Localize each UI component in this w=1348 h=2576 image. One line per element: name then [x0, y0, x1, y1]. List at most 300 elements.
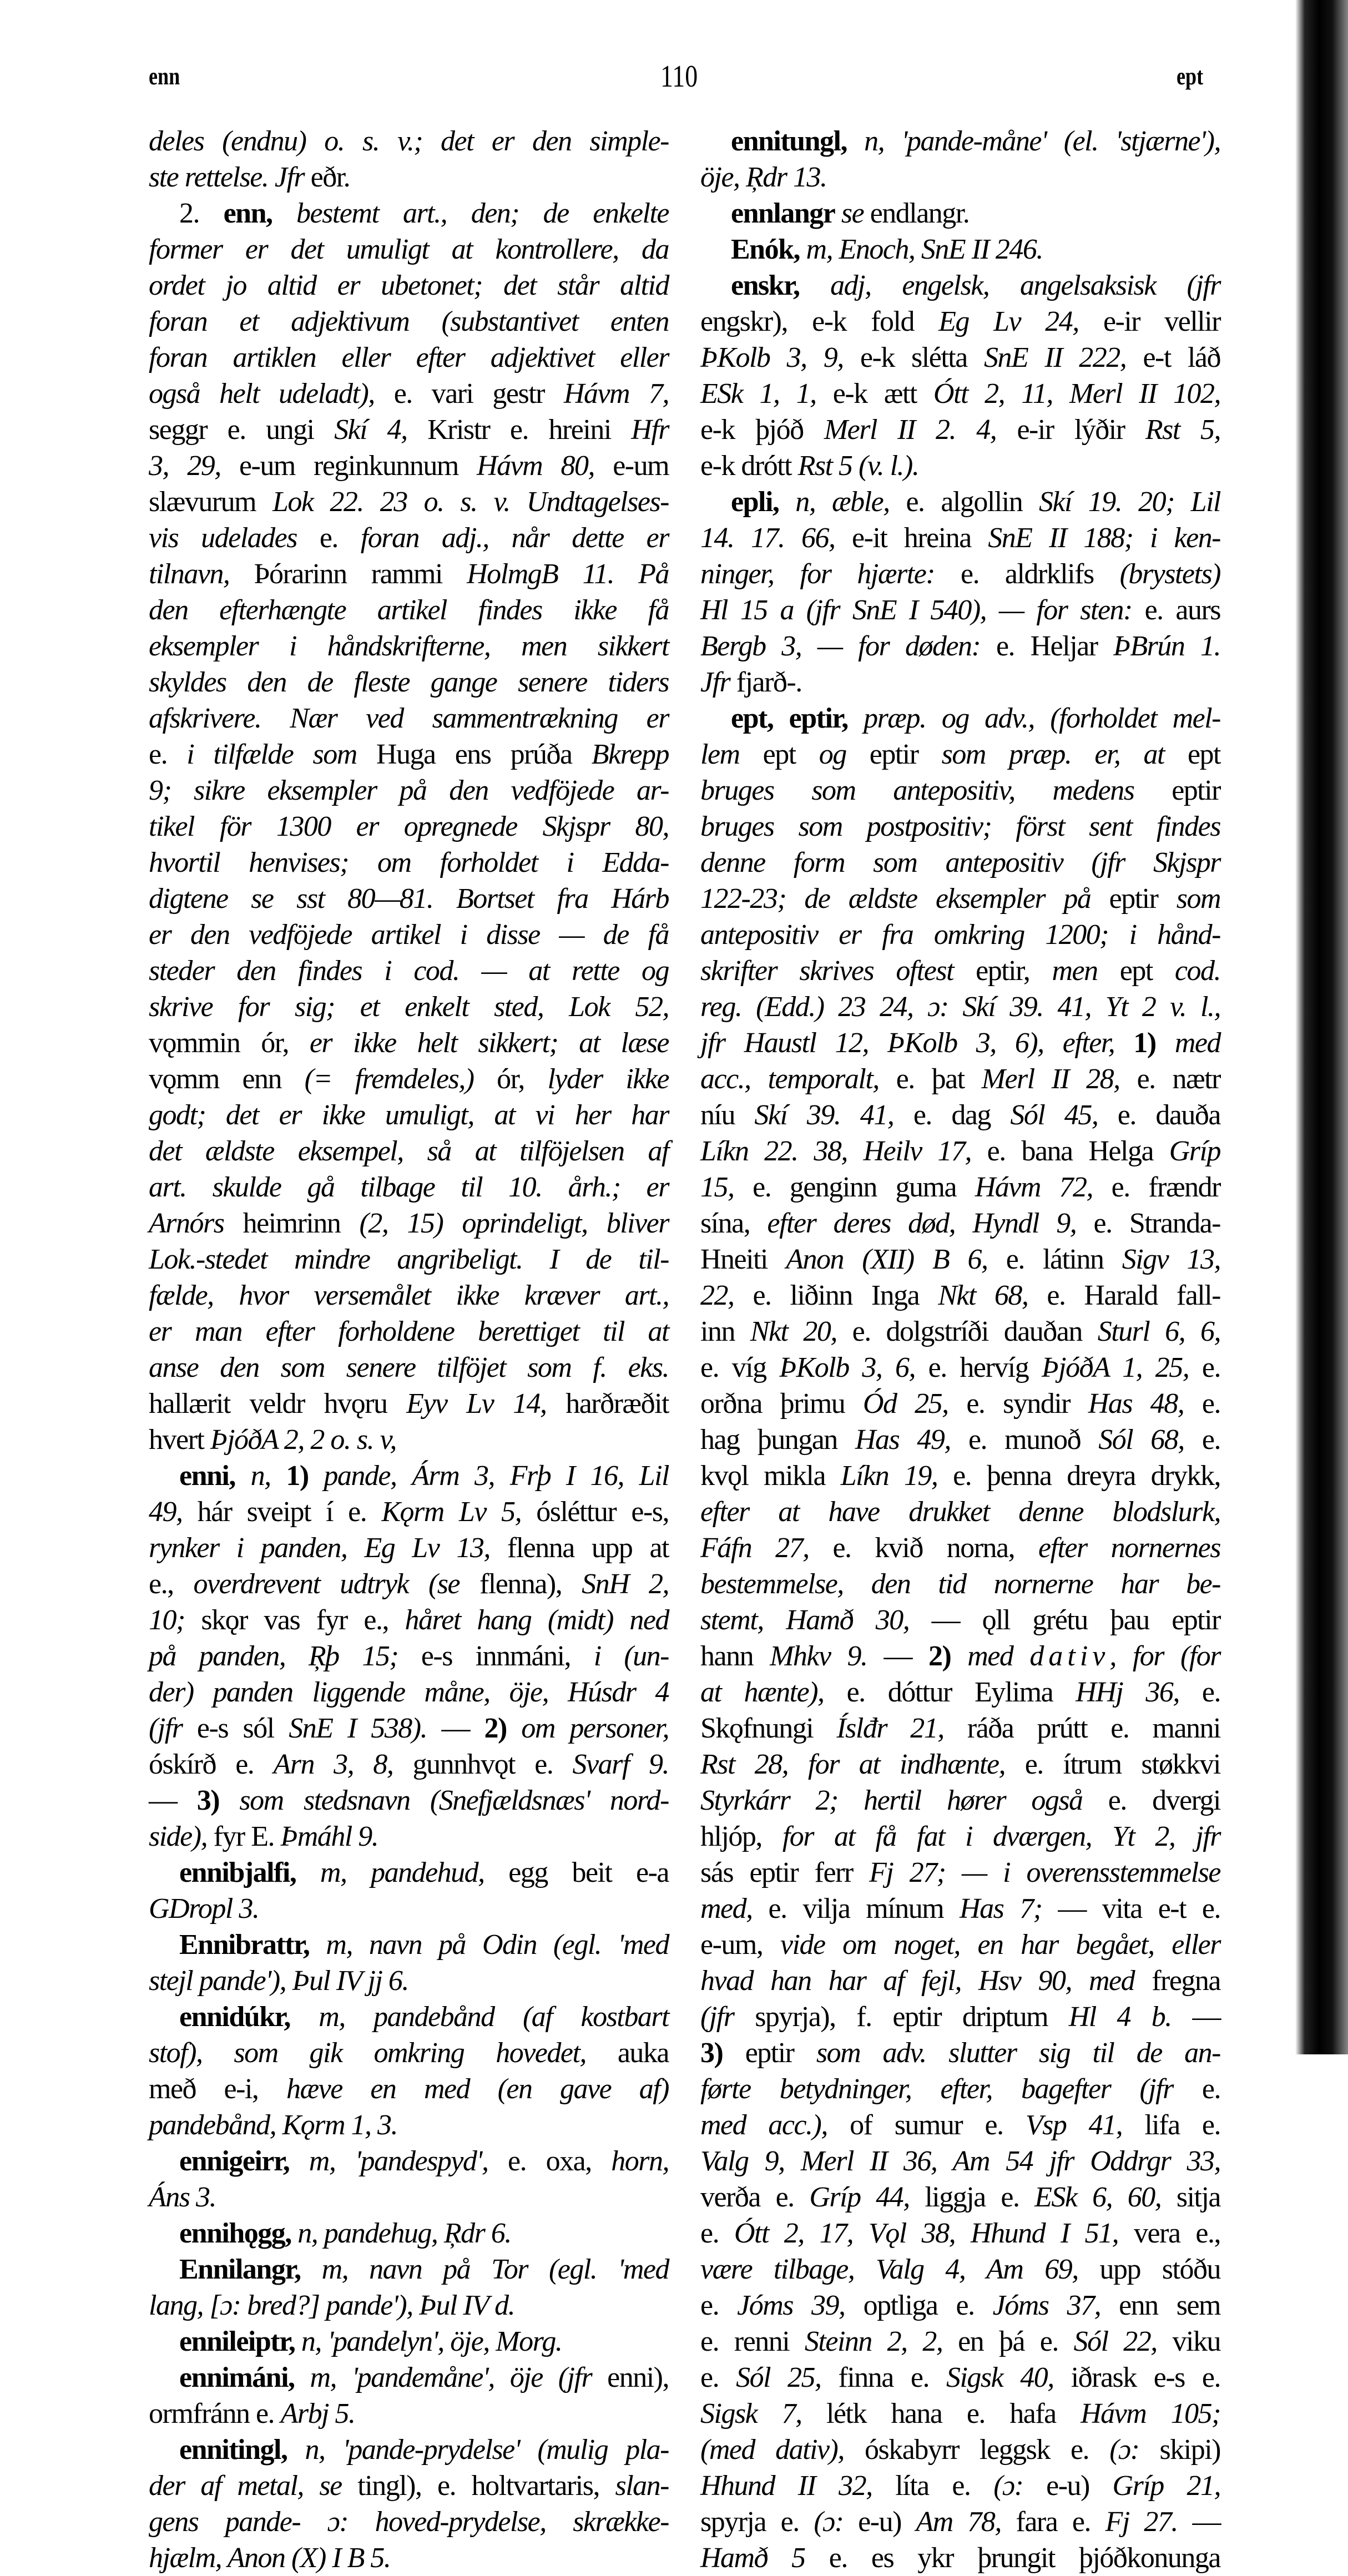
text-run: præp. og adv., (forholdet mel-	[847, 703, 1220, 734]
text-run: slævurum	[149, 486, 272, 518]
text-run: Vsp 41,	[1025, 2109, 1123, 2141]
text-run: e-um reginkunnum	[220, 450, 477, 482]
text-line	[700, 2251, 1220, 2287]
text-line	[700, 989, 1220, 1025]
text-run: digtene se sst 80—81. Bortset fra Hárb	[149, 883, 669, 915]
text-run: ÞjóðA 2, 2 o. s. v,	[210, 1424, 396, 1456]
text-run: e. nætr	[1119, 1063, 1220, 1095]
headword: 3)	[700, 2037, 723, 2069]
text-run: vide om noget, en har begået, eller	[780, 1929, 1220, 1961]
text-run: Sigsk 7,	[700, 2398, 802, 2429]
text-run: som stedsnavn (Snefjældsnæs' nord-	[219, 1785, 669, 1816]
text-line	[149, 1746, 669, 1782]
text-run: m, navn på Tor (egl. 'med	[300, 2254, 669, 2285]
text-run: Lok.-stedet mindre angribeligt. I de til-	[149, 1244, 669, 1275]
text-run: (jfr	[700, 2001, 734, 2033]
text-run: acc., temporalt,	[700, 1063, 879, 1095]
text-run: e.	[296, 522, 361, 554]
headword: ennibjalfi,	[179, 1857, 296, 1888]
text-run: Fáfn 27,	[700, 1532, 809, 1564]
text-run: Steinn 2, 2,	[804, 2326, 943, 2357]
text-line	[149, 2215, 669, 2251]
text-run: Nkt 68,	[938, 1280, 1028, 1311]
text-line	[149, 412, 669, 448]
text-run: Hávm 72,	[975, 1171, 1093, 1203]
text-run: sína,	[700, 1208, 768, 1239]
text-run: være tilbage, Valg 4, Am 69,	[700, 2254, 1078, 2285]
text-line	[149, 1927, 669, 1963]
text-line	[700, 2287, 1220, 2324]
text-line	[149, 772, 669, 809]
text-run: håret hang (midt) ned	[405, 1604, 669, 1636]
text-run: Hneiti	[700, 1244, 786, 1275]
text-line	[700, 917, 1220, 953]
text-run: e. oxa,	[488, 2145, 612, 2177]
text-run: 49,	[149, 1496, 183, 1528]
text-run: er man efter forholdene berettiget til at	[149, 1316, 669, 1347]
text-line	[700, 159, 1220, 195]
text-run: finna e.	[821, 2362, 946, 2393]
text-line	[149, 1638, 669, 1674]
text-run: Gríp 44,	[809, 2181, 910, 2213]
text-run: létk hana e. hafa	[801, 2398, 1081, 2429]
text-line	[149, 2251, 669, 2287]
headword: 1)	[1114, 1027, 1156, 1059]
text-run: ráða prútt e. manni	[943, 1713, 1220, 1744]
text-run: GDropl 3.	[149, 1893, 259, 1925]
text-line	[149, 1999, 669, 2035]
text-line	[149, 809, 669, 845]
text-run: Am 78,	[916, 2506, 1001, 2538]
text-run: viku	[1157, 2326, 1221, 2357]
text-run: der af metal, se	[149, 2470, 342, 2502]
text-run: med	[951, 1640, 1030, 1672]
text-run: Gríp	[1169, 1135, 1220, 1167]
text-line	[700, 736, 1220, 772]
text-line	[700, 2107, 1220, 2143]
text-run: Þmáhl 9.	[280, 1821, 378, 1852]
text-run: Sól 22,	[1073, 2326, 1157, 2357]
text-line	[149, 881, 669, 917]
text-line	[149, 1097, 669, 1133]
text-run: steder den findes i cod. — at rette og	[149, 955, 669, 987]
text-run: (= fremdeles,)	[304, 1063, 474, 1095]
text-run: eptir	[1090, 883, 1177, 915]
text-run: Merl II 2. 4,	[824, 414, 997, 446]
text-run: e.	[1189, 1352, 1220, 1383]
text-line	[700, 845, 1220, 881]
text-run: Ód 25,	[862, 1388, 948, 1420]
headword: ennlangr	[731, 198, 835, 229]
headword: 1)	[270, 1460, 309, 1492]
text-line	[149, 1963, 669, 1999]
text-line	[149, 376, 669, 412]
text-run: með e-i,	[149, 2073, 286, 2105]
headword: 3)	[196, 1785, 220, 1816]
text-line	[700, 1530, 1220, 1566]
text-run: ESk 6, 60,	[1034, 2181, 1162, 2213]
text-run: e.	[700, 2218, 734, 2249]
text-run: som adv. slutter sig til de an-	[816, 2037, 1221, 2069]
text-run: Hávm 80,	[477, 450, 594, 482]
text-run: e. vilja mínum	[752, 1893, 960, 1925]
text-run: Eg Lv 24,	[938, 306, 1079, 337]
text-line	[700, 1602, 1220, 1638]
text-run: fregna	[1134, 1965, 1220, 1997]
headword: ennimáni,	[179, 2362, 295, 2393]
text-run: enn sem	[1100, 2290, 1220, 2321]
text-run: SnE I 538).	[289, 1713, 427, 1744]
text-line	[149, 2143, 669, 2179]
text-run: vǫmmin ór,	[149, 1027, 310, 1059]
text-run: skǫr vas fyr e.,	[184, 1604, 405, 1636]
text-line	[149, 592, 669, 628]
text-line	[149, 231, 669, 267]
text-line	[700, 1025, 1220, 1061]
text-run: Anon (XII) B 6,	[786, 1244, 988, 1275]
text-line	[700, 1999, 1220, 2035]
text-run: n, æble,	[779, 486, 890, 518]
text-line	[700, 664, 1220, 700]
text-line	[149, 1386, 669, 1422]
text-run: Mhkv 9.	[770, 1640, 867, 1672]
text-run: Lok 22. 23 o. s. v. Undtagelses-	[272, 486, 669, 518]
text-line	[700, 1963, 1220, 1999]
text-run: fjarð-.	[730, 666, 802, 698]
text-run: SnH 2,	[582, 1568, 669, 1600]
text-run: e. dvergi	[1082, 1785, 1220, 1816]
text-run: e. kvið norna,	[809, 1532, 1038, 1564]
text-run: Arn 3, 8,	[273, 1749, 393, 1780]
text-line	[149, 953, 669, 989]
text-run: hann	[700, 1640, 770, 1672]
text-run: m, Enoch, SnE II 246.	[800, 234, 1043, 265]
text-line	[149, 1205, 669, 1241]
text-line	[700, 304, 1220, 340]
text-line	[149, 628, 669, 664]
text-run: Hl 15 a (jfr SnE I 540), — for sten:	[700, 594, 1132, 626]
text-run: eptir	[846, 739, 942, 770]
text-run: der) panden liggende måne, öje, Húsdr 4	[149, 1676, 669, 1708]
text-run: e-s innmáni,	[398, 1640, 594, 1672]
text-run: e.	[1184, 1388, 1220, 1420]
text-run: —	[149, 1785, 197, 1816]
text-run: n, 'pandelyn', öje, Morg.	[295, 2326, 562, 2357]
text-run: vǫmm enn	[149, 1063, 305, 1095]
headword: enni,	[179, 1460, 235, 1492]
text-run: (ɔ:	[1109, 2434, 1139, 2466]
text-run: iðrask e-s e.	[1053, 2362, 1220, 2393]
right-column	[700, 123, 1220, 2576]
text-run: Hhund II 32,	[700, 2470, 872, 2502]
text-run: Sól 25,	[736, 2362, 821, 2393]
text-run: Ótt 2, 11, Merl II 102,	[933, 378, 1220, 410]
text-run: Hávm 105;	[1081, 2398, 1220, 2429]
text-run: slan-	[615, 2470, 669, 2502]
text-run: inn	[700, 1316, 750, 1347]
text-run: Rst 5,	[1145, 414, 1220, 446]
text-line	[700, 2396, 1220, 2432]
text-run: foran adj., når dette er	[360, 522, 669, 554]
text-run: Arnórs	[149, 1208, 224, 1239]
text-run: Hl 4 b.	[1068, 2001, 1172, 2033]
text-run: (ɔ:	[993, 2470, 1023, 2502]
text-run: e. syndir	[948, 1388, 1088, 1420]
text-run: óskírð e.	[149, 1749, 274, 1780]
text-run: e-t láð	[1126, 342, 1221, 373]
text-run: vera e.,	[1118, 2218, 1220, 2249]
text-run: Sól 45,	[1010, 1099, 1098, 1131]
guide-word-right: ept	[1177, 63, 1204, 90]
text-run: skrifter skrives oftest	[700, 955, 954, 987]
headword: ennitingl,	[179, 2434, 287, 2466]
text-line	[700, 1169, 1220, 1205]
text-run: hag þungan	[700, 1424, 855, 1456]
text-line	[700, 1566, 1220, 1602]
text-line	[700, 1277, 1220, 1314]
text-run: Has 7;	[960, 1893, 1042, 1925]
text-run: m, pandebånd (af kostbart	[290, 2001, 669, 2033]
text-run: gunnhvǫt e.	[393, 1749, 573, 1780]
text-run: jfr Haustl 12, ÞKolb 3, 6), efter,	[700, 1027, 1115, 1059]
text-run: skyldes den de fleste gange senere tiders	[149, 666, 669, 698]
text-run: lem	[700, 739, 740, 770]
text-line	[700, 1458, 1220, 1494]
text-run: sitja	[1161, 2181, 1220, 2213]
text-run: Merl II 28,	[981, 1063, 1120, 1095]
text-run: upp stóðu	[1078, 2254, 1220, 2285]
text-run: den efterhængte artikel findes ikke få	[149, 594, 669, 626]
text-run: hljóp,	[700, 1821, 782, 1852]
text-run: Áns 3.	[149, 2181, 216, 2213]
text-line	[149, 195, 669, 231]
text-run: enni),	[592, 2362, 669, 2393]
text-run: Íslđr 21,	[836, 1713, 944, 1744]
text-run: ninger, for hjærte:	[700, 558, 935, 590]
text-line	[700, 1927, 1220, 1963]
text-run: e. genginn guma	[734, 1171, 975, 1203]
text-line	[700, 231, 1220, 267]
text-run: i tilfælde som	[186, 739, 357, 770]
text-run: med,	[700, 1893, 753, 1925]
text-run: stejl pande'), Þul IV jj 6.	[149, 1965, 408, 1997]
text-run: former er det umuligt at kontrollere, da	[149, 234, 669, 265]
text-run: hallærit veldr hvǫru	[149, 1388, 407, 1420]
text-line	[149, 1350, 669, 1386]
text-run: e. munoð	[950, 1424, 1099, 1456]
headword: ennihǫgg,	[179, 2218, 291, 2249]
text-line	[700, 123, 1220, 159]
text-run: e. dag	[893, 1099, 1011, 1131]
page-number: 110	[660, 59, 698, 94]
text-line	[700, 772, 1220, 809]
text-run: eptir,	[953, 955, 1052, 987]
text-run: at hænte),	[700, 1676, 824, 1708]
text-run: e-u)	[843, 2506, 916, 2538]
text-run: Bergb 3, — for døden:	[700, 630, 981, 662]
text-run: på panden, Ŗþ 15;	[149, 1640, 398, 1672]
text-run: Jóms 37,	[992, 2290, 1101, 2321]
text-line	[149, 1277, 669, 1314]
text-line	[700, 2179, 1220, 2215]
text-run: pande, Árm 3, Frþ I 16, Lil	[308, 1460, 669, 1492]
text-line	[700, 1241, 1220, 1277]
text-run: skipi)	[1139, 2434, 1220, 2466]
text-line	[149, 2287, 669, 2324]
text-line	[149, 1314, 669, 1350]
text-run: denne form som antepositiv (jfr Skjspr	[700, 847, 1220, 878]
text-run: (brystets)	[1119, 558, 1220, 590]
text-line	[149, 1819, 669, 1855]
text-run: , for (for	[1109, 1640, 1220, 1672]
text-run: eptir	[1134, 775, 1220, 806]
text-run: Skí 19. 20; Lil	[1038, 486, 1220, 518]
text-line	[149, 1602, 669, 1638]
text-run: e. þenna dreyra drykk,	[937, 1460, 1220, 1492]
text-run: efter at have drukket denne blodslurk,	[700, 1496, 1220, 1528]
text-run: Hfr	[631, 414, 669, 446]
text-run: hár sveipt í e.	[182, 1496, 382, 1528]
text-run: e.	[149, 739, 187, 770]
text-line	[700, 1422, 1220, 1458]
headword: ennitungl,	[731, 125, 847, 157]
text-run: tilnavn,	[149, 558, 230, 590]
text-run: bestemt art., den; de enkelte	[272, 198, 669, 229]
headword: epli,	[731, 486, 779, 518]
text-run: SnE II 222,	[983, 342, 1127, 373]
text-run: m, 'pandespyd',	[289, 2145, 488, 2177]
guide-word-left: enn	[149, 63, 180, 90]
text-line	[700, 556, 1220, 592]
text-line	[700, 2071, 1220, 2107]
text-run: rynker i panden, Eg Lv 13,	[149, 1532, 490, 1564]
text-run: 15,	[700, 1171, 734, 1203]
text-line	[149, 520, 669, 556]
text-run: of sumur e.	[827, 2109, 1026, 2141]
text-run: liggja e.	[909, 2181, 1035, 2213]
text-run: ept	[1097, 955, 1175, 987]
text-line	[149, 2468, 669, 2504]
text-line	[149, 2360, 669, 2396]
text-line	[149, 484, 669, 520]
text-run: eðr.	[304, 161, 350, 193]
text-run: Hamð 5	[700, 2542, 805, 2574]
text-run: 3, 29,	[149, 450, 221, 482]
text-run: Has 48,	[1088, 1388, 1184, 1420]
text-run: e-k slétta	[843, 342, 984, 373]
text-run: Styrkárr 2; hertil hører også	[700, 1785, 1083, 1816]
text-run: seggr e. ungi	[149, 414, 335, 446]
text-line	[149, 2540, 669, 2576]
text-run: e. dolgstríði dauðan	[836, 1316, 1098, 1347]
text-line	[149, 1782, 669, 1819]
text-run: Skǫfnungi	[700, 1713, 837, 1744]
text-run: (ɔ:	[814, 2506, 844, 2538]
text-run: ste rettelse. Jfr	[149, 161, 305, 193]
text-run: sás eptir ferr	[700, 1857, 870, 1888]
text-run: ÞKolb 3, 6,	[779, 1352, 916, 1383]
text-line	[149, 2324, 669, 2360]
text-run: dativ	[1029, 1640, 1110, 1672]
text-line	[700, 267, 1220, 304]
text-run: Skí 4,	[334, 414, 407, 446]
text-run: i (un-	[593, 1640, 669, 1672]
text-line	[700, 953, 1220, 989]
text-run: efter deres død, Hyndl 9,	[767, 1208, 1077, 1239]
text-line	[700, 448, 1220, 484]
text-run: líta e.	[872, 2470, 994, 2502]
text-line	[149, 1025, 669, 1061]
text-run: n, 'pande-måne' (el. 'stjærne'),	[846, 125, 1220, 157]
text-line	[700, 195, 1220, 231]
text-run: lifa e.	[1122, 2109, 1220, 2141]
text-run: efter nornernes	[1038, 1532, 1220, 1564]
text-run: eksempler i håndskrifterne, men sikkert	[149, 630, 669, 662]
text-run: eptir	[723, 2037, 816, 2069]
text-run: e-k ætt	[816, 378, 934, 410]
text-line	[149, 1566, 669, 1602]
text-line	[149, 736, 669, 772]
text-line	[149, 917, 669, 953]
text-run: Fj 27.	[1105, 2506, 1178, 2538]
text-run: med acc.),	[700, 2109, 827, 2141]
text-run: heimrinn	[224, 1208, 360, 1239]
text-line	[700, 2540, 1220, 2576]
text-run: engskr), e-k fold	[700, 306, 939, 337]
text-run: ÞBrún 1.	[1113, 630, 1220, 662]
text-run: vis udelades	[149, 522, 297, 554]
text-run: e. liðinn Inga	[734, 1280, 938, 1311]
text-line	[700, 1314, 1220, 1350]
text-line	[149, 2432, 669, 2468]
text-run: horn,	[611, 2145, 669, 2177]
text-run: 2.	[179, 198, 224, 229]
text-line	[700, 1494, 1220, 1530]
text-run: e. látinn	[987, 1244, 1122, 1275]
text-run: bestemmelse, den tid nornerne har be-	[700, 1568, 1220, 1600]
text-line	[149, 1710, 669, 1746]
text-run: ept	[1164, 739, 1220, 770]
text-run: Skí 39. 41,	[754, 1099, 894, 1131]
text-line	[700, 700, 1220, 736]
text-line	[149, 845, 669, 881]
text-line	[149, 2179, 669, 2215]
text-run: e.	[1173, 2073, 1220, 2105]
text-run: hvad han har af fejl, Hsv 90, med	[700, 1965, 1135, 1997]
text-run: e. es ykr þrungit þjóðkonunga	[805, 2542, 1221, 2574]
text-run: e. aldrklifs	[935, 558, 1120, 590]
text-run: e. þat	[879, 1063, 982, 1095]
text-line	[700, 1782, 1220, 1819]
headword: enskr,	[731, 270, 800, 301]
headword: Ennibrattr,	[179, 1929, 310, 1961]
text-run: e-s sól	[182, 1713, 289, 1744]
text-line	[149, 304, 669, 340]
text-run: e.	[700, 2290, 738, 2321]
text-run: Svarf 9.	[572, 1749, 669, 1780]
headword: enn,	[223, 198, 272, 229]
text-run: 9; sikre eksempler på den vedföjede ar-	[149, 775, 669, 806]
text-run: ordet jo altid er ubetonet; det står altid	[149, 270, 669, 301]
text-run: Kristr e. hreini	[407, 414, 632, 446]
text-line	[700, 809, 1220, 845]
text-run: e.	[1184, 1424, 1220, 1456]
text-run: godt; det er ikke umuligt, at vi her har	[149, 1099, 669, 1131]
text-line	[700, 2432, 1220, 2468]
text-run: lang, [ɔ: bred?] pande'), Þul IV d.	[149, 2290, 515, 2321]
text-run: 10;	[149, 1604, 185, 1636]
text-run: e. renni	[700, 2326, 805, 2357]
